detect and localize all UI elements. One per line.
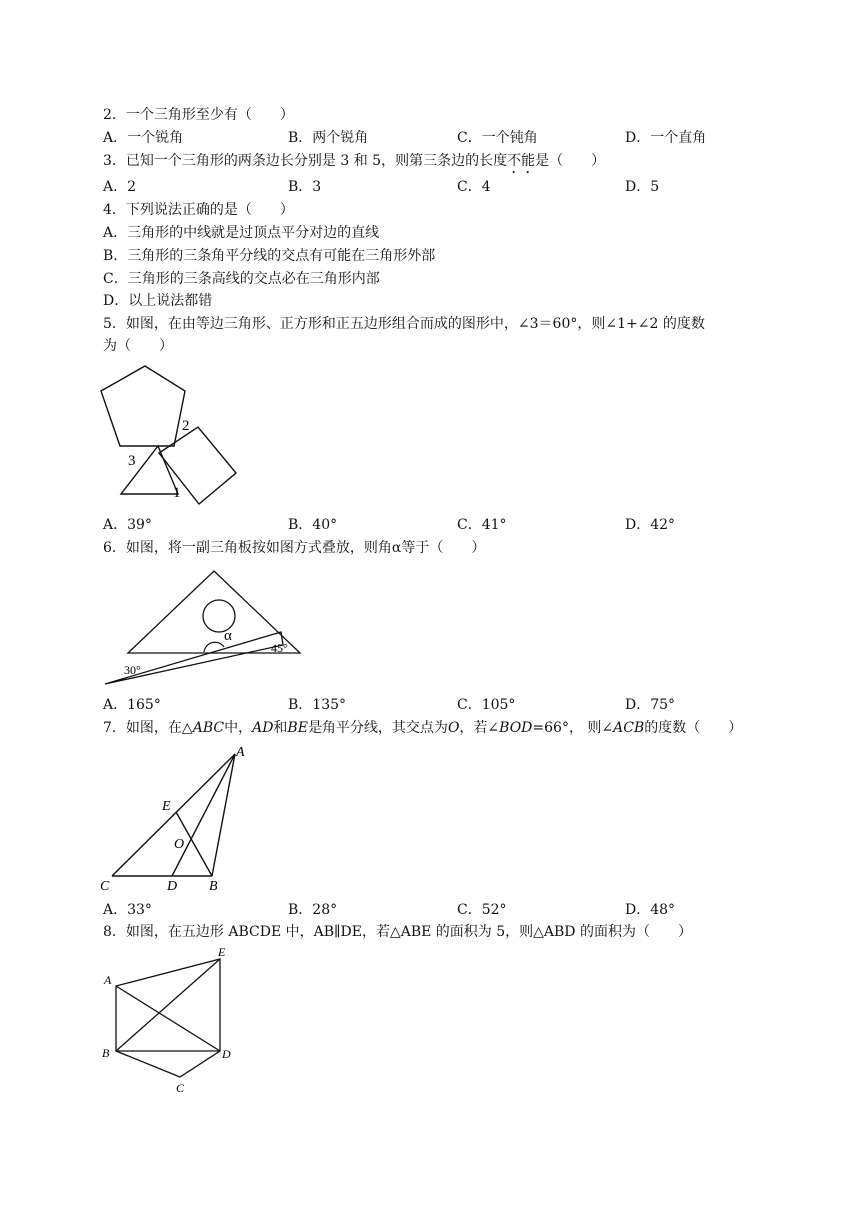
option-b: B．135° — [288, 697, 347, 713]
square-shape — [159, 427, 236, 504]
label-1: 1 — [173, 485, 181, 501]
label-c: C — [176, 1081, 185, 1095]
option-b: B．两个锐角 — [288, 130, 369, 146]
question-3-stem: 3．已知一个三角形的两条边长分别是 3 和 5，则第三条边的长度不能是（ ） — [103, 153, 606, 169]
label-45-degree: 45° — [271, 641, 288, 655]
pentagon-shape — [101, 366, 185, 446]
segment-ad — [172, 754, 235, 876]
figure-pentagon-abcde — [100, 944, 240, 1099]
question-7-stem: 7．如图，在△ABC中，AD和BE是角平分线，其交点为O，若∠BOD=66°， 则∠ACB的度数（ ） — [103, 720, 743, 736]
label-a: A — [104, 973, 112, 987]
option-c: C．41° — [457, 517, 507, 533]
question-5-stem: 5．如图，在由等边三角形、正方形和正五边形组合而成的图形中，∠3＝60°，则∠1+∠2 的度数 — [103, 316, 705, 332]
question-6-options — [103, 696, 743, 714]
option-a: A．三角形的中线就是过顶点平分对边的直线 — [103, 225, 380, 241]
alpha-arc — [204, 642, 224, 652]
option-b: B．3 — [288, 179, 322, 195]
diagonal-ad — [116, 986, 220, 1051]
option-d: D．一个直角 — [625, 130, 707, 146]
option-a: A．39° — [103, 517, 152, 533]
option-b: B．三角形的三条角平分线的交点有可能在三角形外部 — [103, 248, 436, 264]
option-c: C．105° — [457, 697, 516, 713]
question-5-options — [103, 516, 743, 534]
label-e: E — [218, 945, 226, 959]
question-6-stem: 6．如图，将一副三角板按如图方式叠放，则角α等于（ ） — [103, 540, 486, 556]
question-7-options — [103, 901, 743, 919]
option-c: C．一个钝角 — [457, 130, 538, 146]
option-d: D．42° — [625, 517, 676, 533]
option-c: C．52° — [457, 902, 507, 918]
option-a: A．165° — [103, 697, 161, 713]
label-a: A — [236, 745, 245, 760]
question-4-stem: 4．下列说法正确的是（ ） — [103, 202, 294, 218]
label-2: 2 — [182, 418, 190, 434]
label-d: D — [167, 879, 178, 894]
option-d: D．48° — [625, 902, 676, 918]
figure-set-squares — [100, 566, 305, 690]
option-a: A．一个锐角 — [103, 130, 184, 146]
option-c: C．三角形的三条高线的交点必在三角形内部 — [103, 271, 380, 287]
label-30-degree: 30° — [124, 663, 141, 677]
label-alpha: α — [224, 628, 232, 644]
figure-pentagon-square-triangle — [100, 358, 240, 508]
option-c: C．4 — [457, 179, 491, 195]
option-a: A．2 — [103, 179, 137, 195]
question-2-stem: 2．一个三角形至少有（ ） — [103, 107, 294, 123]
question-3-options — [103, 178, 743, 196]
label-d: D — [222, 1047, 231, 1061]
emphasis-text: 不能 — [507, 153, 536, 169]
label-o: O — [174, 837, 185, 852]
question-5-stem-cont: 为（ ） — [103, 338, 173, 354]
label-3: 3 — [128, 453, 136, 469]
side-ab — [212, 754, 235, 876]
label-b: B — [209, 879, 218, 894]
label-e: E — [162, 799, 171, 814]
option-b: B．28° — [288, 902, 338, 918]
option-d: D．以上说法都错 — [103, 293, 213, 309]
option-b: B．40° — [288, 517, 338, 533]
option-a: A．33° — [103, 902, 152, 918]
option-d: D．75° — [625, 697, 676, 713]
question-2-options — [103, 129, 743, 147]
label-c: C — [100, 879, 110, 894]
side-ca — [112, 754, 235, 876]
question-8-stem: 8．如图，在五边形 ABCDE 中，AB∥DE，若△ABE 的面积为 5，则△ABD 的面积为（ ） — [103, 924, 692, 940]
option-d: D．5 — [625, 179, 660, 195]
label-b: B — [102, 1046, 110, 1060]
figure-triangle-abc — [100, 744, 260, 894]
